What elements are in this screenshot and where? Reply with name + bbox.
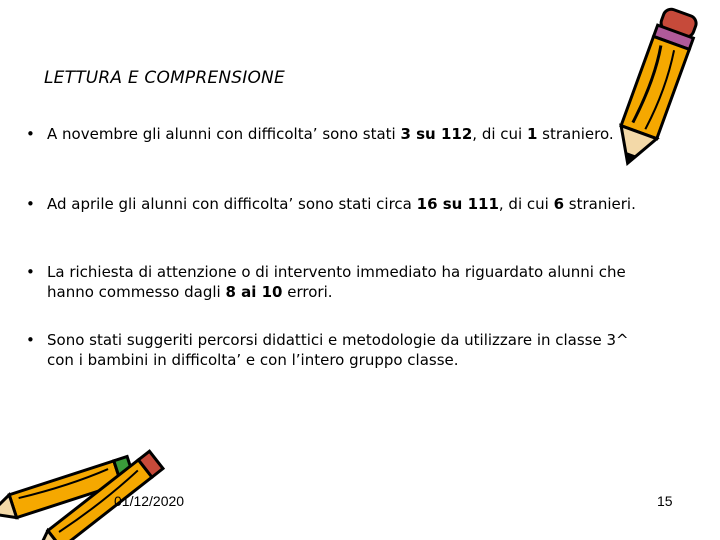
bullet-marker: •: [26, 195, 35, 213]
bullet-highlight: 3 su 112: [400, 125, 473, 143]
bullet-highlight: 6: [553, 195, 565, 213]
bullet-text: [47, 263, 626, 301]
bullet-marker: •: [26, 331, 35, 349]
bullet-text: [47, 331, 629, 369]
slide-title: LETTURA E COMPRENSIONE: [44, 68, 285, 88]
bullet-highlight: 1: [526, 125, 538, 143]
bullet-item: [22, 262, 672, 302]
bullet-run: La richiesta di attenzione o di intervento immediato ha riguardato alunni che hanno commesso dagli: [47, 263, 626, 301]
bullet-item: [22, 124, 647, 144]
bullet-run: Ad aprile gli alunni con difficolta’ sono stati circa: [47, 195, 417, 213]
bullet-run: A novembre gli alunni con difficolta’ sono stati: [47, 125, 401, 143]
footer-date: 01/12/2020: [114, 493, 185, 509]
bullet-run: stranieri.: [564, 195, 636, 213]
bullet-run: , di cui: [498, 195, 554, 213]
bullet-highlight: 8 ai 10: [225, 283, 283, 301]
bullet-item: [22, 330, 647, 370]
bullet-run: Sono stati suggeriti percorsi didattici e metodologie da utilizzare in classe 3^ con i bambini in difficolta’ e con l’intero gruppo classe.: [47, 331, 629, 369]
pencil-icon: [590, 0, 720, 175]
bullet-marker: •: [26, 125, 35, 143]
page-number: 15: [657, 493, 673, 509]
bullet-highlight: 16 su 111: [416, 195, 499, 213]
bullet-text: [47, 195, 636, 213]
bullet-text: [47, 125, 614, 143]
bullet-run: , di cui: [472, 125, 527, 143]
bullet-item: [22, 194, 647, 214]
bullet-run: errori.: [282, 283, 333, 301]
pencils-icon: [0, 430, 175, 540]
bullet-marker: •: [26, 263, 35, 281]
bullet-run: straniero.: [537, 125, 614, 143]
